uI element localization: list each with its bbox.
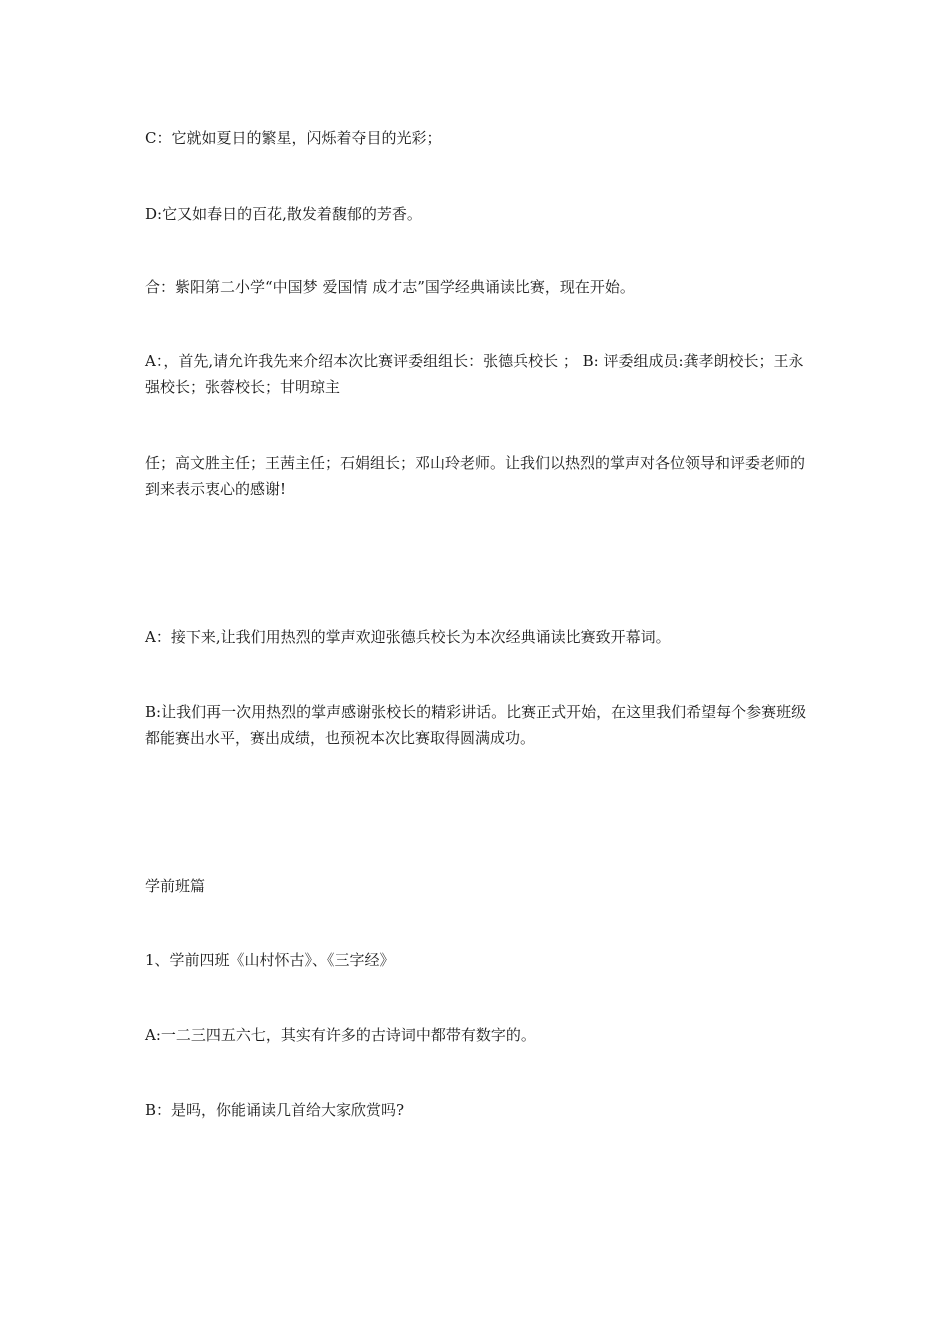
paragraph-competition-start: B:让我们再一次用热烈的掌声感谢张校长的精彩讲话。比赛正式开始，在这里我们希望每个参赛班级都能赛出水平，赛出成绩，也预祝本次比赛取得圆满成功。 (145, 703, 807, 747)
paragraph-b-question: B：是吗，你能诵读几首给大家欣赏吗? (145, 1101, 405, 1119)
paragraph-judges-thanks: 任；高文胜主任；王茜主任；石娟组长；邓山玲老师。让我们以热烈的掌声对各位领导和评委老师的到来表示衷心的感谢! (145, 454, 806, 498)
paragraph-opening-speech: A：接下来,让我们用热烈的掌声欢迎张德兵校长为本次经典诵读比赛致开幕词。 (145, 628, 671, 646)
paragraph-opening-announcement: 合：紫阳第二小学“中国梦 爱国情 成才志”国学经典诵读比赛，现在开始。 (145, 278, 635, 296)
paragraph-d-line: D:它又如春日的百花,散发着馥郁的芳香。 (145, 205, 422, 223)
program-item-1: 1、学前四班《山村怀古》、《三字经》 (145, 951, 395, 969)
paragraph-judges-intro: A：，首先,请允许我先来介绍本次比赛评委组组长：张德兵校长 ； B: 评委组成员:龚孝朗校长；王永强校长；张蓉校长；甘明琼主 (145, 352, 804, 396)
paragraph-c-line: C：它就如夏日的繁星，闪烁着夺目的光彩； (145, 129, 442, 147)
paragraph-a-numbers: A:一二三四五六七，其实有许多的古诗词中都带有数字的。 (145, 1026, 536, 1044)
section-heading-preschool: 学前班篇 (145, 877, 206, 895)
